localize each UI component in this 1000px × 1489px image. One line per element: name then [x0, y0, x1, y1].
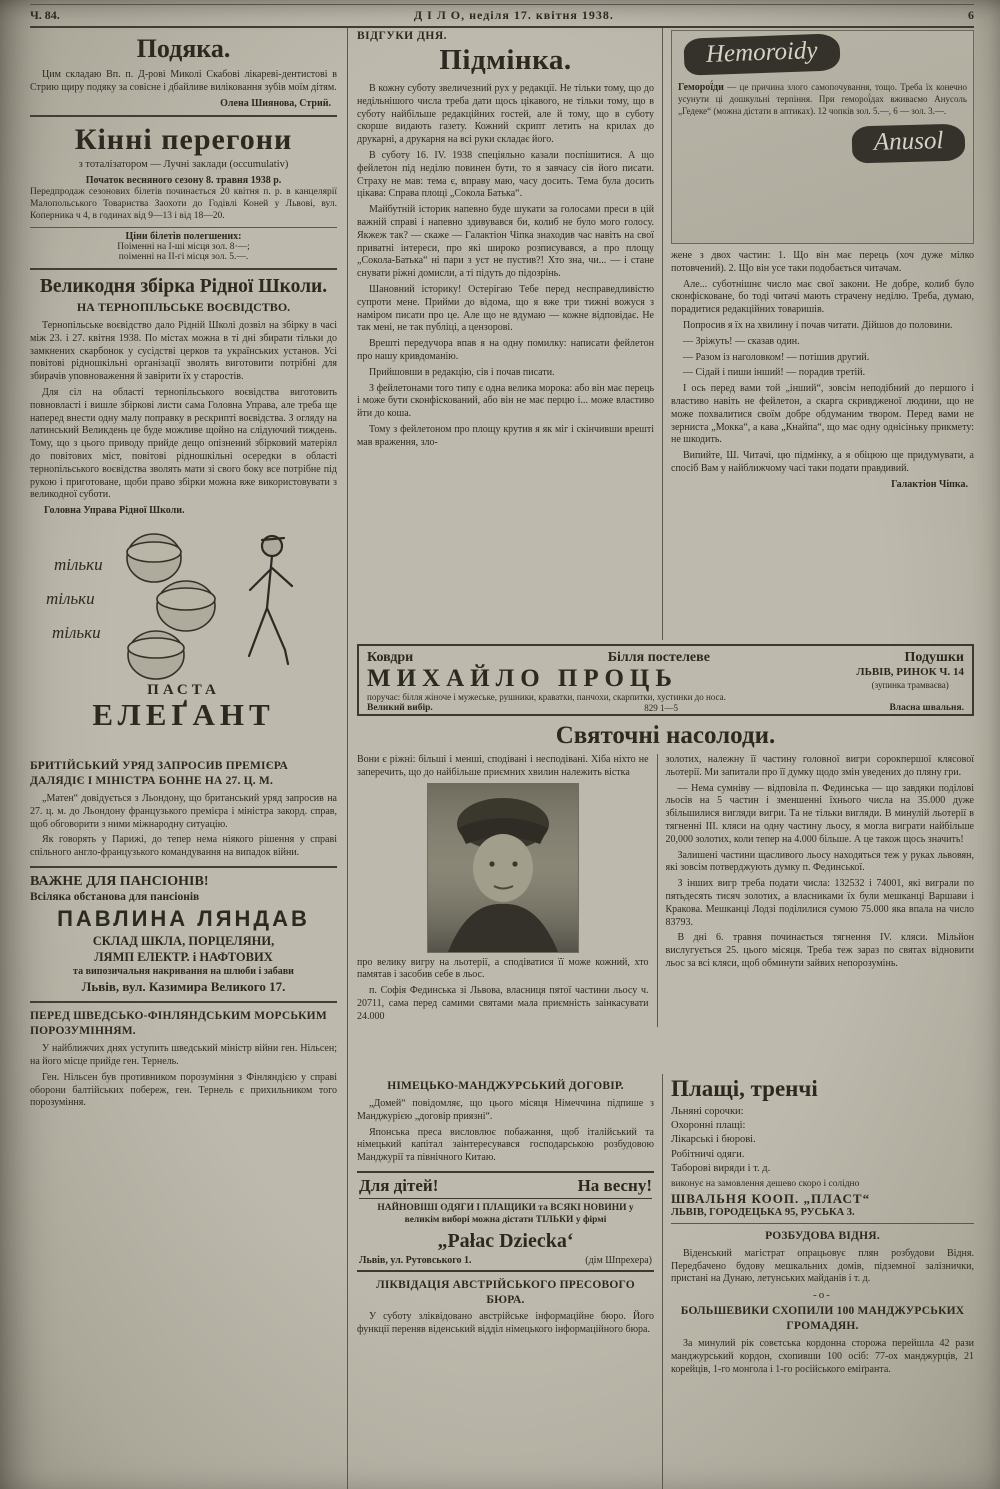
dity-ad-right: На весну!: [577, 1175, 652, 1195]
ad-mykhailo-prots: [357, 644, 974, 716]
anusol-label: Геморої́ди: [678, 82, 724, 93]
anusol-script-text: Anusol: [873, 127, 944, 157]
pansion-headline: ВАЖНЕ ДЛЯ ПАНСІОНІВ!: [30, 874, 209, 890]
dity-ad-footer: [359, 1255, 652, 1266]
anusol-body: [678, 81, 967, 117]
pidminka-paragraph: З фейлетонами того типу є одна велика морока: або він має перець і може бути сконфіскований, або він не має перцю і... може властиво йти до коша.: [357, 382, 654, 420]
ad-palac-dziecka: [357, 1171, 654, 1272]
page-header: [30, 4, 974, 28]
sviatochni-paragraph: В дні 6. травня починається тягнення IV. кляси. Мільйон вислугується 25. цього місяця. Треба теж зараз по святах відновити льос за всі кляси, щоб обминути зайвих непорозумінь.: [665, 932, 974, 969]
right-region: [348, 28, 974, 1489]
rozbudova-body: Віденський магістрат опрацьовує плян розбудови Відня. Передбачено будову мешкальних домів, підземної залізнички, пристані на Дунаю, летунських майданів і т. д.: [671, 1247, 974, 1285]
likvidacija-title: ЛІКВІДАЦІЯ АВСТРІЙСЬКОГО ПРЕСОВОГО БЮРА.: [376, 1278, 635, 1306]
prots-footer-left: Великий вибір.: [367, 703, 433, 714]
prots-category-pillows: Подушки: [904, 650, 964, 665]
prices-line-2: поіменні на ІІ-гі місця зол. 5.—.: [118, 252, 249, 263]
plashchi-title: Плащі, тренчі: [671, 1076, 818, 1101]
prices-line-1: Поіменні на І-ші місця зол. 8·—;: [117, 242, 250, 253]
prots-offer-text: поручає: білля жіноче і мужеське, рушники, краватки, панчохи, скарпитки, хустинки до носа.: [367, 692, 726, 703]
likvidacija-body: У суботу зліквідовано австрійське інформаційне бюро. Його функції переняв віденський відділ німецького інформаційного бюра.: [357, 1311, 654, 1336]
bolsheviky-body: За минулий рік совєтська кордонна сторожа перейшла 42 рази манджурський кордон, схопивши 100 осіб: 77-ох манджурців, 21 корейців, 1-го монгола і 1-го російського еміґранта.: [671, 1338, 974, 1375]
dity-ad-left: Для дітей!: [359, 1175, 439, 1195]
prots-ad-number: 829 1—5: [644, 703, 678, 714]
sviatochni-paragraph: п. Софія Фединська зі Львова, власниця пятої частини льосу ч. 20711, сама перед самими святами мала приємність заінкасувати 24.000: [357, 985, 649, 1022]
pansion-line-glass: СКЛАД ШКЛА, ПОРЦЕЛЯНИ,: [92, 934, 275, 949]
pansion-line-rental: та випозичальня накривання на шлюби і забави: [73, 966, 294, 978]
divider: [30, 115, 337, 117]
dity-ad-address: Львів, ул. Рутовського 1.: [359, 1254, 472, 1266]
elegant-product-line: ПАСТА: [147, 682, 220, 699]
right-column-bottom: [663, 1074, 974, 1489]
pidminka-continued-paragraph: — Зріжуть! — сказав один.: [683, 335, 800, 347]
dity-ad-body: НАЙНОВІШІ ОДЯГИ І ПЛАЩИКИ та ВСЯКІ НОВИНИ у великім виборі можна дістати ТІЛЬКИ у фірмі: [377, 1202, 634, 1226]
tilky-word-2: тільки: [45, 589, 95, 609]
plashchi-body: виконує на замовлення дешево скоро і солідно: [671, 1178, 860, 1189]
pidminka-paragraph: Шановний історику! Остерігаю Тебе перед несправедливістю супроти мене. Прийми до відома, що я вже три тижні вожуся з наміром писати про це. Але що не вдумаю — кожне відповідає. Не так мені, не так публіці, а цензорові.: [357, 283, 654, 334]
pidminka-continued-paragraph: — Разом із наголовком! — потішив другий.: [683, 351, 870, 363]
pansion-subline: Всіляка обстанова для пансіонів: [30, 891, 200, 904]
walking-figure-illustration: [249, 536, 292, 664]
hemoroidy-script-text: Hemoroidy: [705, 37, 818, 68]
sviatochni-paragraph: про велику вигру на льотерії, а сподіватися її може кожний, хто памятав і засобив себе в льос.: [357, 956, 649, 981]
middle-column-bottom: [357, 1074, 663, 1489]
top-band: [357, 28, 974, 640]
prots-name-row: [367, 666, 964, 692]
zbirka-paragraph: Для сіл на області тернопільського воєвідства виготовить повновласті і вишле збіркові листи сама Головна Управа, але треба ще наперед внести одну малу поправку в рескрипті воєвідства. З огляду на латинський Великдень це буде можливе щойно на слідуючий тиждень. Тому, що з цього приводу прийде дещо опізнений збірковий матеріял до повітових міст, повітові рідношкільні осередки в області тернопільського воєвідства зволять мати зі свого боку все потрібне під рукою і приготоване, щоби право збірки можна вже використовувати з великодної суботи.: [30, 387, 337, 501]
sviatochni-paragraph: золотих, належну її частину головної вигри сорокпершої клясової льотерії. Ми запитали про її думку щодо змін уведених до пляну гри.: [665, 754, 974, 778]
section-separator: -о-: [813, 1289, 832, 1302]
british-paragraph: Як говорять у Парижі, до тепер нема ніякого рішення у справі спільного англо-французького командування на випадок війни.: [30, 834, 337, 859]
sviatochni-paragraph: З інших вигр треба подати числа: 132532 і 74001, які виграли по пятьдесять тисяч золотих, а власниками їх були мешканці Варшави і Кракова. Мешканці Лодзі поділилися сумою 75.000 яка впала на число 83793.: [665, 878, 974, 928]
lottery-winner-photo: [428, 784, 578, 952]
tilky-word-1: тільки: [53, 555, 103, 575]
tilky-word-3: тільки: [51, 623, 101, 643]
sviatochni-column-1: [357, 754, 657, 1027]
prots-footer: [367, 703, 964, 713]
plashchi-address: ЛЬВІВ, ГОРОДЕЦЬКА 95, РУСЬКА 3.: [671, 1206, 855, 1218]
ad-pasta-elegant: [30, 518, 337, 756]
pansion-address: Львів, вул. Казимира Великого 17.: [81, 979, 286, 995]
ad-pansion: [30, 874, 337, 995]
dohovir-title: НІМЕЦЬКО-МАНДЖУРСЬКИЙ ДОГОВІР.: [387, 1080, 624, 1092]
bolsheviky-title: БОЛЬШЕВИКИ СХОПИЛИ 100 МАНДЖУРСЬКИХ ГРОМАДЯН.: [680, 1305, 965, 1333]
dity-ad-store-name: „Pałac Dziecka‘: [437, 1229, 574, 1252]
plashchi-line: Таборові виряди і т. д.: [671, 1162, 771, 1174]
divider: [30, 866, 337, 868]
dity-ad-note: (дім Шпрехера): [585, 1254, 652, 1266]
perehony-body: Передпродаж сезонових білетів починається 20 квітня п. р. в канцелярії Малопольського Товариства Заохоти до Годівлі Коней у Львові, вул. Коперника ч 4, в годинах від 9—13 і від 18—20.: [30, 186, 337, 221]
sviatochni-paragraph: Залишені частини щасливого льосу находяться теж у руках львовян, які зовсім потверджують думку п. Фединської.: [665, 849, 974, 874]
article-dohovir: [357, 1079, 654, 1165]
article-british-invite: [30, 759, 337, 860]
pidminka-continued-paragraph: жене з двох частин: 1. Що він має перець (хоч дуже мілко потовчений). 2. Що він усе таки подобається читачам.: [671, 250, 974, 274]
pidminka-continued-paragraph: Але... суботнішнє число має свої закони. Не добре, колиб було сконфісковане, бо тоді читачі мають страчену неділю. Треба, думаю, порадитися редакційних товаришів.: [671, 278, 974, 316]
swedish-title: ПЕРЕД ШВЕДСЬКО-ФІНЛЯНДСЬКИМ МОРСЬКИМ ПОРОЗУМІННЯМ.: [30, 1010, 327, 1038]
page-number: 6: [967, 8, 974, 22]
sviatochni-columns: [357, 754, 974, 1027]
perehony-subtitle: з тоталізатором — Лучні заклади (occumulativ): [78, 158, 289, 170]
zbirka-title: Великодня збірка Рідної Школи.: [39, 276, 328, 298]
dity-ad-header: [359, 1176, 652, 1199]
masthead-title: Д І Л О, неділя 17. квітня 1938.: [413, 8, 614, 22]
article-rozbudova: [671, 1229, 974, 1301]
pansion-company-name: ПАВЛИНА ЛЯНДАВ: [57, 906, 310, 932]
sviatochni-paragraph: Вони є ріжні: більші і менші, сподівані і несподівані. Хіба ніхто не заперечить, що до найбільше приємних хвилин належить вістка: [357, 754, 649, 778]
sviatochni-column-2: [657, 754, 974, 1027]
british-title: БРИТІЙСЬКИЙ УРЯД ЗАПРОСИВ ПРЕМІЄРА ДАЛЯДІЄ І МІНІСТРА БОННЕ НА 27. Ц. М.: [30, 760, 288, 788]
pidminka-signature: Галактіон Чіпка.: [891, 478, 968, 490]
prots-address: [856, 666, 964, 691]
pidminka-paragraph: Майбутній історик напевно буде шукати за голосами преси в цій важній справі і напевно здивувався би, колиб не було мого голосу. Якжеж так? — скаже — Галактіон Чіпка знаходив час навіть на свої приватні інтереси, про які широко розписувався, а про площу „Сокола-Батька“ ні пари з уст не пустив?! Хто зна, чи... — і стане снувати ріжні домисли, а ті підуть до підозрінь.: [357, 204, 654, 280]
prots-address-line1: ЛЬВІВ, РИНОК Ч. 14: [856, 666, 964, 679]
ad-anusol: [671, 30, 974, 244]
pidminka-paragraph: Прийшовши в редакцію, сів і почав писати.: [369, 366, 555, 378]
perehony-title: Кінні перегони: [74, 122, 293, 156]
pidminka-continued-paragraph: Випийте, Ш. Читачі, цю підмінку, а я обіцюю ще придумувати, а спосіб Вам у найближчому часі таки подати правдивий.: [671, 450, 974, 474]
ad-plast-coats: [671, 1076, 974, 1218]
article-sviatochni: [357, 720, 974, 1072]
plashchi-line: Лікарські і бюрові.: [671, 1134, 756, 1146]
anusol-text: — це причина злого самопочування, тощо. Треба їх конечно усунути ці дошкульні терпіння. При геморої́дах вживаємо Анусоль „Гедеке“ (можна дістати в аптиках). 12 чопків зол. 5.—, 6 — зол. 3.—.: [678, 82, 968, 116]
pidminka-headline: Підмінка.: [439, 44, 572, 76]
pidminka-paragraph: В кожну суботу звеличезний рух у редакції. Не тільки тому, що до недільнішого числа треба дати щось цікавого, не тільки тому, що в суботу найбільше редакційних гостей, але й тому, що в суботу скорше видають газету. Кожний скрипт летить на крилах до друкарні, а друкарня на всі руки складає його.: [357, 83, 654, 146]
pidminka-continued-paragraph: Попросив я їх на хвилину і почав читати. Дійшов до половини.: [683, 319, 953, 331]
prots-category-blankets: Ковдри: [367, 650, 414, 665]
bottom-band: [357, 1074, 974, 1489]
article-bolsheviky: [671, 1304, 974, 1376]
pidminka-continued-paragraph: І ось перед вами той „інший“, зовсім неподібний до першого і властиво навіть не фейлетон, а скарга скривдженої людини, що не може похвалитися своїм добре обдуманим твором. Перед вами не зерниста „Мокка“, а кава „Кнайпа“, що має одну однісіньку прикмету: не шкодить.: [671, 383, 974, 446]
plashchi-line: Робітничі одяги.: [671, 1148, 745, 1160]
pidminka-paragraph: В суботу 16. IV. 1938 спеціяльно казали поспішитися. А що фейлетон під неділю повинен бути, то я завчасу сів його писати. Страху не мав: тема є, вправу маю, часу досить. Тема була досить цікава: Справа площі „Сокола Батька“.: [357, 149, 654, 200]
plashchi-line: Льняні сорочки:: [671, 1106, 744, 1117]
article-podyaka: [30, 34, 337, 109]
perehony-lead: Початок весняного сезону 8. травня 1938 р.: [85, 174, 282, 186]
zbirka-signature: Головна Управа Рідної Школи.: [44, 505, 185, 517]
prices-title: Ціни білетів полегшених:: [125, 231, 242, 243]
pidminka-continued-paragraph: — Сідай і пиши інший! — порадив третій.: [683, 367, 866, 379]
perehony-prices: [30, 227, 337, 262]
plashchi-line: Охоронні плащі:: [671, 1120, 746, 1132]
sviatochni-headline: Святочні насолоди.: [555, 722, 776, 749]
right-column-top: [663, 28, 974, 640]
elegant-ad-illustration: [36, 518, 332, 686]
plashchi-coop-name: ШВАЛЬНЯ КООП. „ПЛАСТ“: [671, 1190, 871, 1206]
pidminka-paragraph: Врешті передучора впав я на одну помилку: написати фейлетон про нашу кривдоманію.: [357, 338, 654, 362]
sviatochni-paragraph: — Нема сумніву — відповіла п. Фединська — що завдяки поділові льосів на 5 частин і зменшенні їхнього числа на 35.000 дуже збільшилися вигляди вигри. Та не тільки вигляди. В минулій льотерії в тягненні III. кляси на одну частину льосу, я могла виграти найбільше 20,000 золотих, коли тепер на 4.000 більше. А це також щось значить!: [665, 782, 974, 845]
prots-company-name: МИХАЙЛО ПРОЦЬ: [367, 665, 678, 692]
rozbudova-title: РОЗБУДОВА ВІДНЯ.: [765, 1229, 880, 1242]
divider: [671, 1223, 974, 1224]
article-swedish-finnish: [30, 1009, 337, 1110]
middle-column: [357, 28, 663, 640]
dohovir-paragraph: „Домей“ повідомляє, що цього місяця Німеччина підпише з Манджурією „договір приязні“.: [357, 1097, 654, 1122]
ad-horse-races: [30, 123, 337, 262]
hemoroidy-script-banner: [683, 33, 840, 75]
prots-categories: [367, 650, 964, 666]
divider: [30, 268, 337, 270]
article-likvidacija: [357, 1278, 654, 1337]
british-paragraph: „Матен“ довідується з Льондону, що британський уряд запросив на 27. ц. м. до Льондону французького премієра і міністра закорд. справ, щоб обговорити з ними міжнародну ситуацію.: [30, 793, 337, 830]
podyaka-body: Цим складаю Вп. п. Д-рові Миколі Скабові лікареві-дентистові в Стрию щиру подяку за совісне і дбайливе виліковання зубів моїм дітям.: [30, 69, 337, 93]
section-rubric: ВІДГУКИ ДНЯ.: [357, 30, 448, 42]
swedish-paragraph: Ген. Нільсен був противником порозуміння з Фінляндією у справі оборони балтійських побереж, ген. Тернель є прихильником того порозуміння.: [30, 1071, 337, 1109]
anusol-script-banner: [851, 124, 965, 164]
article-zbirka: [30, 276, 337, 516]
podyaka-title: Подяка.: [136, 34, 231, 63]
pansion-line-lamps: ЛЯМП ЕЛЕКТР. і НАФТОВИХ: [94, 949, 273, 964]
dohovir-paragraph: Японська преса висловлює побажання, щоб італійський та німецький капітал заінтересувався господарською розбудовою Манджурії та північного Китаю.: [357, 1126, 654, 1164]
prots-address-line2: (зупинка трамваєва): [871, 680, 949, 691]
issue-number: Ч. 84.: [30, 8, 60, 22]
zbirka-subtitle: НА ТЕРНОПІЛЬСЬКЕ ВОЄВІДСТВО.: [76, 300, 291, 315]
left-column: [30, 28, 348, 1489]
prots-footer-right: Власна швальня.: [889, 703, 964, 714]
portrait-illustration: [428, 784, 578, 952]
swedish-paragraph: У найближчих днях уступить шведський міністр війни ген. Нільсен; на його місце прийде ген. Тернель.: [30, 1043, 337, 1067]
prots-category-linen: Білля постелеве: [607, 650, 710, 665]
elegant-brand-name: ЕЛЕҐАНТ: [92, 697, 275, 733]
zbirka-paragraph: Тернопільське воєвідство дало Рідній Школі дозвіл на збірку в часі між 23. і 27. квітня 1938. По містах можна в ті дні збирати тільки до замкнених скарбонок у сусідстві церков та українських установ. Усі повітові рідношкільні організації зволять виготовити потрібні для збирачів уповноваження й завірити їх у старостів.: [30, 320, 337, 383]
podyaka-signature: Олена Шиянова, Стрий.: [220, 97, 331, 109]
divider: [30, 1001, 337, 1003]
pidminka-paragraph: Тому з фейлетоном про площу крутив я як міг і скінчивши врешті мав враження, зло-: [357, 423, 654, 448]
